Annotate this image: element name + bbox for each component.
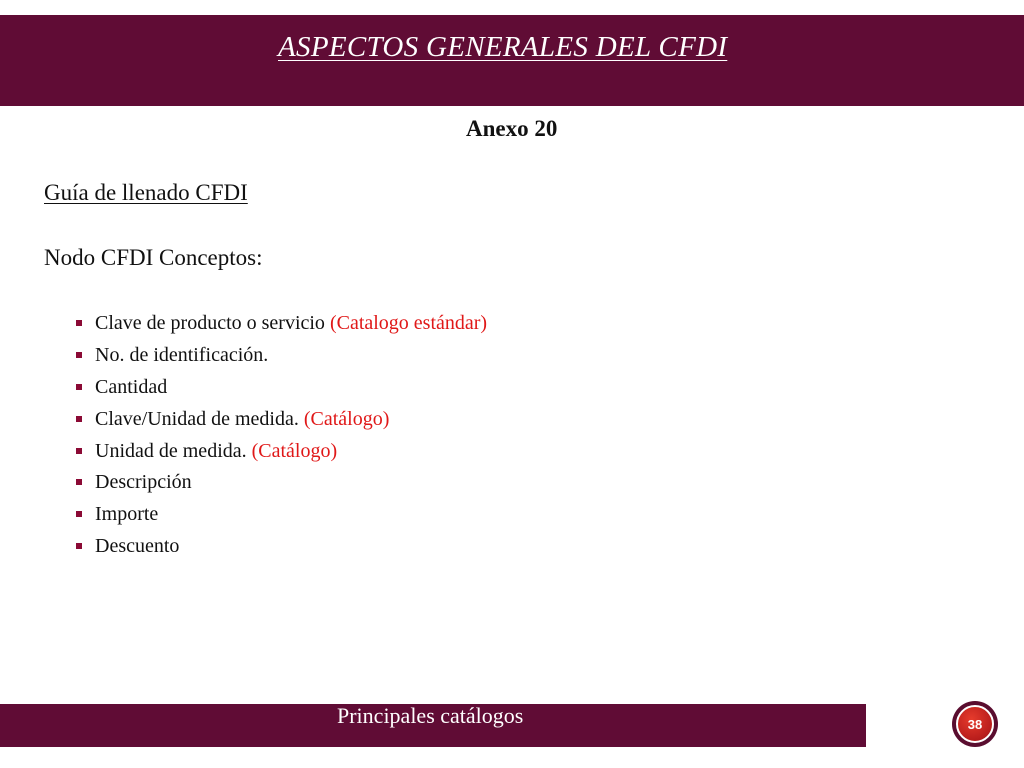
catalog-note: (Catalogo estándar) — [329, 312, 488, 334]
footer-title: Principales catálogos — [337, 703, 524, 728]
list-item — [0, 341, 487, 373]
page-number: 38 — [956, 705, 994, 743]
list-item — [0, 532, 487, 564]
node-heading: Nodo CFDI Conceptos: — [44, 245, 263, 270]
square-bullet-icon — [76, 416, 82, 422]
list-item-text: Importe — [95, 503, 159, 526]
list-item — [0, 309, 487, 341]
list-item — [0, 405, 487, 437]
list-item-text: No. de identificación. — [95, 343, 269, 366]
square-bullet-icon — [76, 543, 82, 549]
list-item — [0, 500, 487, 532]
annex-heading: Anexo 20 — [466, 116, 558, 141]
list-item-text: Descuento — [95, 535, 180, 558]
list-item-text: Unidad de medida. — [95, 439, 252, 462]
concept-list — [0, 309, 487, 564]
list-item-text: Clave de producto o servicio — [95, 312, 330, 334]
list-item — [0, 468, 487, 500]
list-item-text: Cantidad — [95, 375, 168, 398]
square-bullet-icon — [76, 352, 82, 358]
list-item-text: Descripción — [95, 471, 192, 494]
guide-heading: Guía de llenado CFDI — [44, 180, 248, 205]
square-bullet-icon — [76, 384, 82, 390]
catalog-note: (Catálogo) — [303, 407, 390, 430]
square-bullet-icon — [76, 448, 82, 454]
square-bullet-icon — [76, 320, 82, 326]
square-bullet-icon — [76, 511, 82, 517]
slide-title: ASPECTOS GENERALES DEL CFDI — [278, 31, 728, 63]
list-item-text: Clave/Unidad de medida. — [95, 407, 304, 430]
list-item — [0, 373, 487, 405]
catalog-note: (Catálogo) — [251, 439, 338, 462]
list-item — [0, 437, 487, 469]
page-number-badge — [952, 701, 998, 747]
square-bullet-icon — [76, 479, 82, 485]
